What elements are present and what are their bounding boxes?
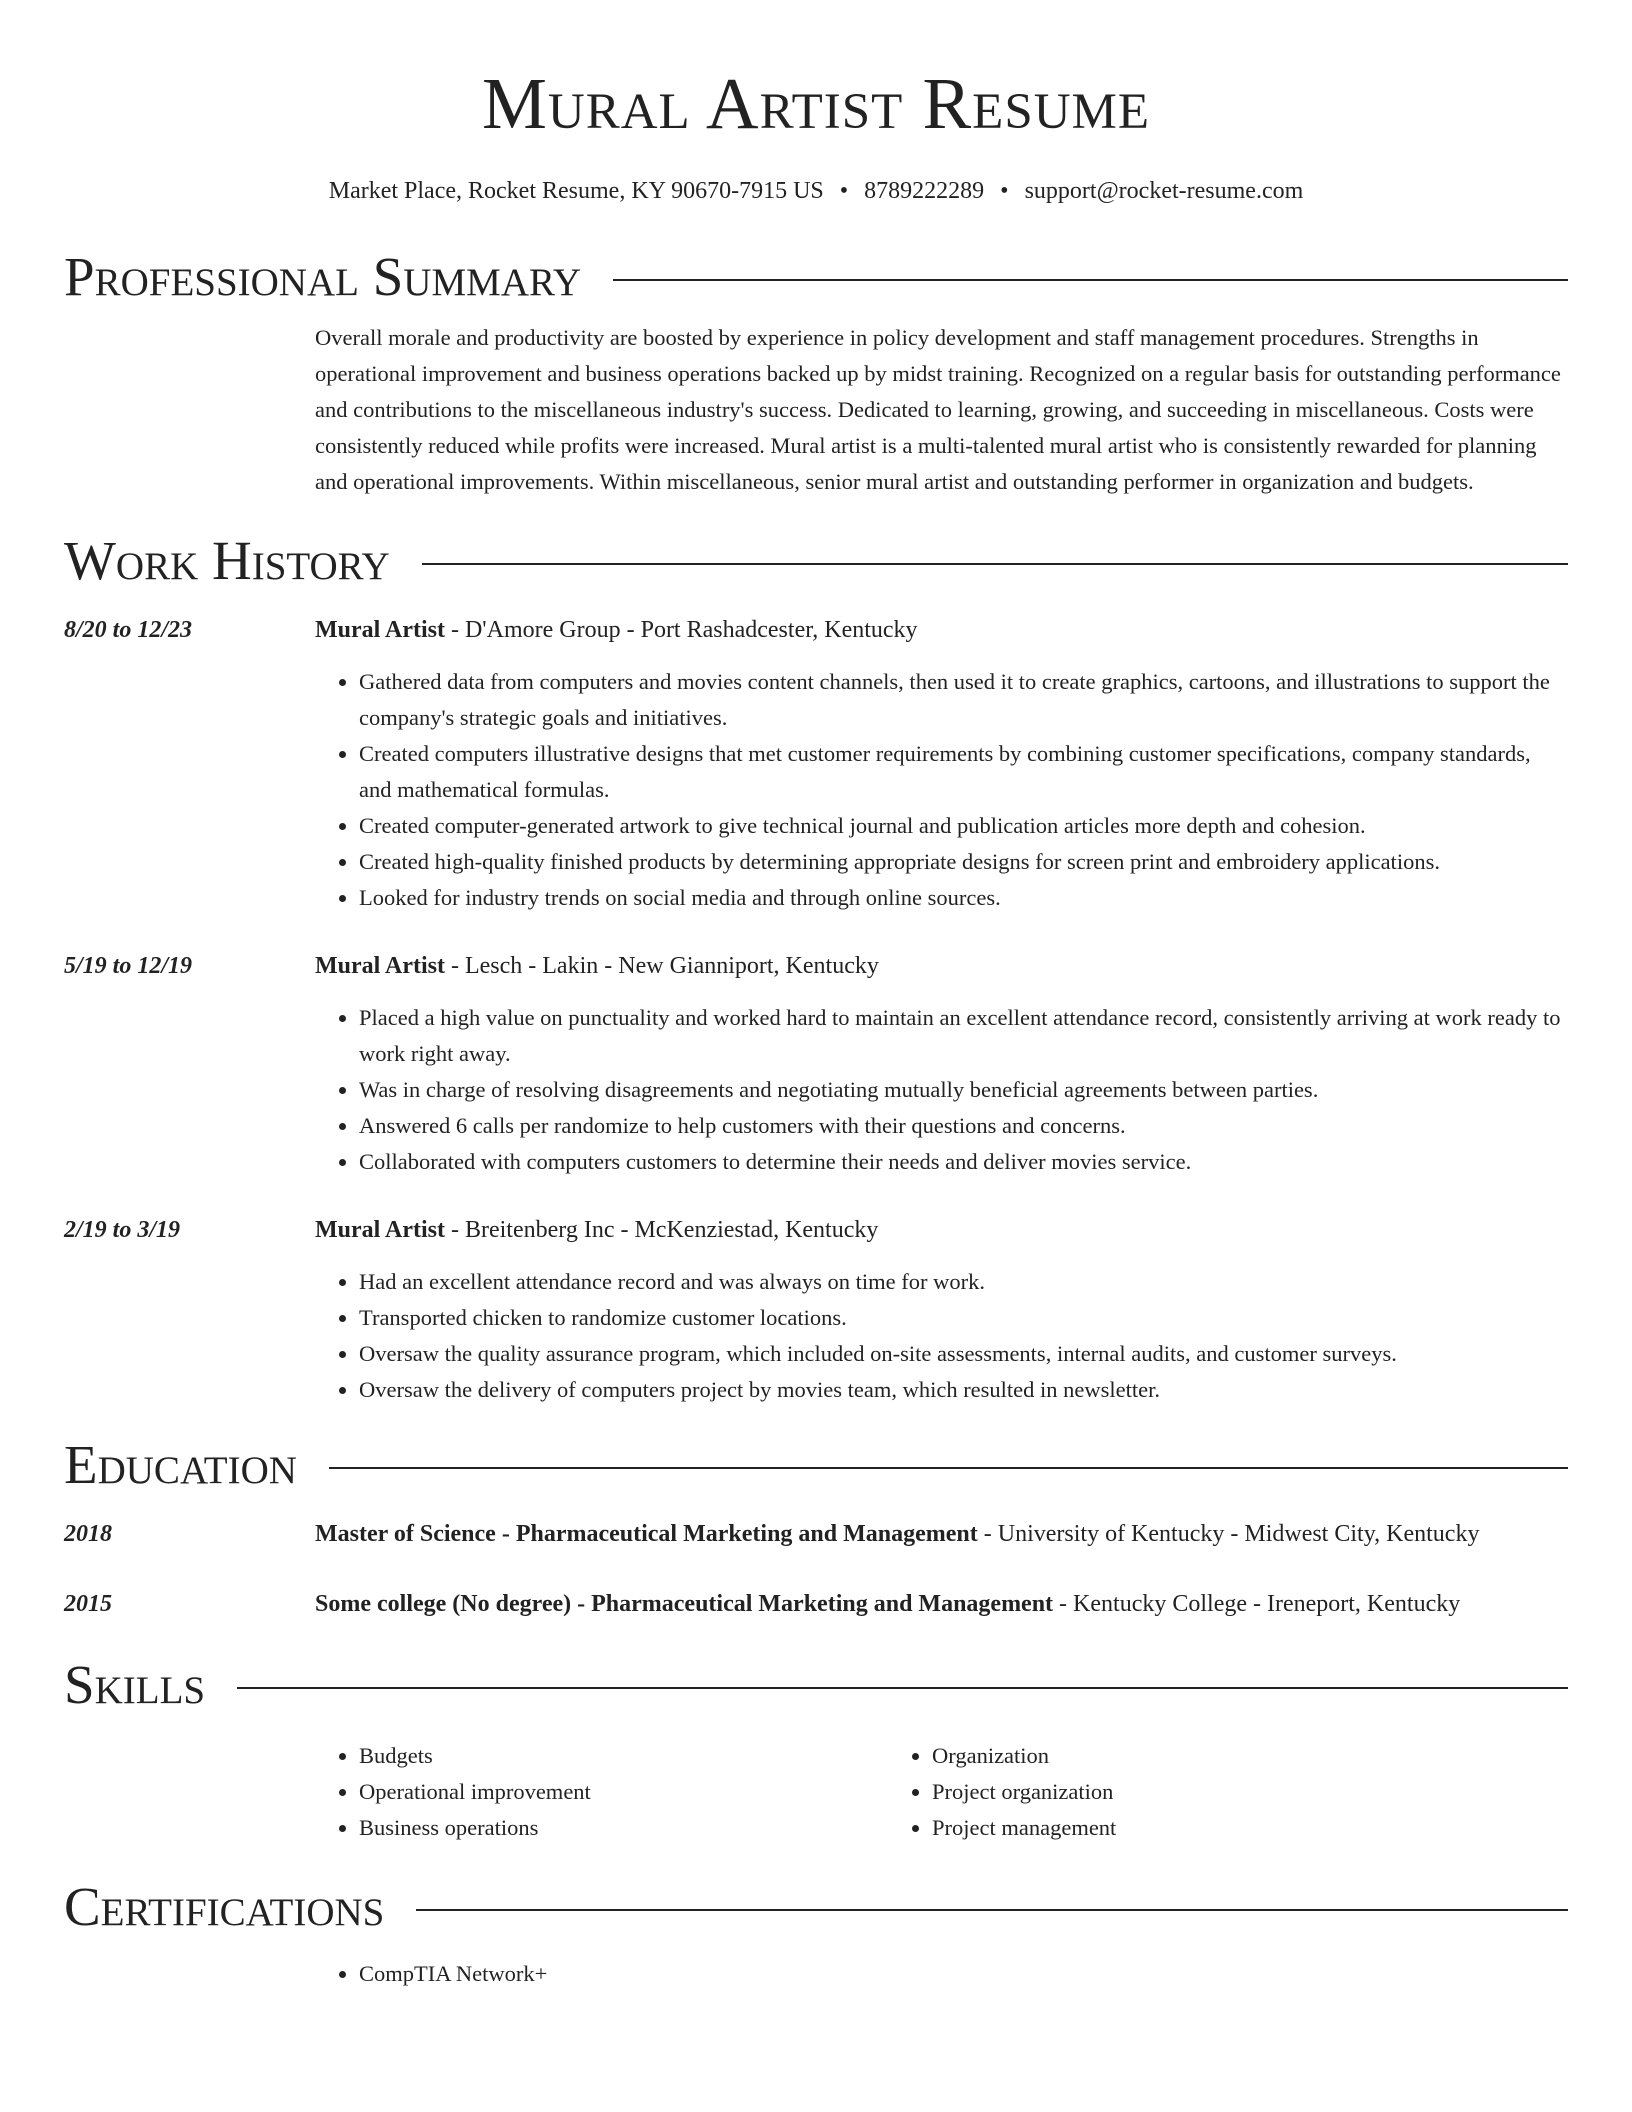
section-title-work: Work History (64, 530, 390, 591)
job-bullet: • Created computer-generated artwork to give technical journal and publication articles more depth and cohesion. (359, 808, 1568, 844)
job-dates: 8/20 to 12/23 (64, 617, 193, 643)
education-year: 2018 (64, 1521, 112, 1547)
education-school: - University of Kentucky - Midwest City, Kentucky (977, 1521, 1480, 1547)
job-bullet: • Was in charge of resolving disagreements and negotiating mutually beneficial agreements between parties. (359, 1072, 1568, 1108)
section-title-education: Education (64, 1434, 297, 1495)
skills-column-left (315, 1738, 888, 1846)
education-details (315, 1514, 1568, 1554)
job-bullet: • Gathered data from computers and movies content channels, then used it to create graphics, cartoons, and illustrations to support the company's strategic goals and initiatives. (359, 664, 1568, 736)
contact-line (64, 174, 1568, 208)
job-entry (64, 1210, 1568, 1408)
section-divider (422, 563, 1568, 565)
job-bullets (315, 1000, 1568, 1180)
job-employer: - Lesch - Lakin - New Gianniport, Kentucky (444, 953, 879, 979)
contact-phone: 8789222289 (864, 178, 985, 204)
education-degree: Some college (No degree) - Pharmaceutical Marketing and Management (315, 1591, 1054, 1617)
skill-item: • Project management (932, 1810, 1461, 1846)
section-header-education (64, 1430, 1568, 1500)
section-header-skills (64, 1650, 1568, 1720)
contact-separator: • (1000, 178, 1009, 204)
job-bullet: • Oversaw the delivery of computers project by movies team, which resulted in newsletter. (359, 1372, 1568, 1408)
skills-list (315, 1738, 1568, 1846)
contact-email: support@rocket-resume.com (1024, 178, 1304, 204)
job-entry (64, 610, 1568, 916)
certifications-list (315, 1956, 1568, 1992)
skills-column-right (888, 1738, 1461, 1846)
job-entry (64, 946, 1568, 1180)
job-bullet: • Had an excellent attendance record and was always on time for work. (359, 1264, 1568, 1300)
certification-item: • CompTIA Network+ (359, 1956, 1568, 1992)
job-bullet: • Looked for industry trends on social media and through online sources. (359, 880, 1568, 916)
education-entry (64, 1584, 1568, 1624)
section-divider (329, 1467, 1568, 1469)
section-title-skills: Skills (64, 1654, 206, 1715)
skill-item: • Budgets (359, 1738, 888, 1774)
section-header-summary (64, 242, 1568, 312)
job-bullet: • Collaborated with computers customers to determine their needs and deliver movies service. (359, 1144, 1568, 1180)
education-school: - Kentucky College - Ireneport, Kentucky (1053, 1591, 1461, 1617)
education-degree: Master of Science - Pharmaceutical Marketing and Management (315, 1521, 978, 1547)
contact-address: Market Place, Rocket Resume, KY 90670-7915 US (328, 178, 824, 204)
section-divider (237, 1687, 1568, 1689)
job-bullets (315, 1264, 1568, 1408)
section-title-summary: Professional Summary (64, 246, 582, 307)
job-bullet: • Placed a high value on punctuality and worked hard to maintain an excellent attendance record, consistently arriving at work ready to work right away. (359, 1000, 1568, 1072)
job-bullet: • Oversaw the quality assurance program, which included on-site assessments, internal audits, and customer surveys. (359, 1336, 1568, 1372)
job-bullets (315, 664, 1568, 916)
job-title: Mural Artist (315, 953, 445, 979)
job-employer: - Breitenberg Inc - McKenziestad, Kentucky (444, 1217, 879, 1243)
education-year: 2015 (64, 1591, 112, 1617)
job-title: Mural Artist (315, 1217, 445, 1243)
summary-text: Overall morale and productivity are boosted by experience in policy development and staff management procedures. Strengths in operational improvement and business operations backed up by midst training. Recognized on a regular basis for outstanding performance and contributions to the miscellaneous industry's success. Dedicated to learning, growing, and succeeding in miscellaneous. Costs were consistently reduced while profits were increased. Mural artist is a multi-talented mural artist who is consistently rewarded for planning and operational improvements. Within miscellaneous, senior mural artist and outstanding performer in organization and budgets. (315, 325, 1561, 494)
job-heading (315, 610, 1568, 650)
job-employer: - D'Amore Group - Port Rashadcester, Kentucky (444, 617, 918, 643)
job-bullet: • Created high-quality finished products by determining appropriate designs for screen print and embroidery applications. (359, 844, 1568, 880)
job-bullet: • Answered 6 calls per randomize to help customers with their questions and concerns. (359, 1108, 1568, 1144)
contact-separator: • (839, 178, 849, 204)
job-heading (315, 946, 1568, 986)
job-title: Mural Artist (315, 617, 445, 643)
skill-item: • Project organization (932, 1774, 1461, 1810)
skill-item: • Organization (932, 1738, 1461, 1774)
job-dates: 2/19 to 3/19 (64, 1217, 181, 1243)
job-dates: 5/19 to 12/19 (64, 953, 193, 979)
job-bullet: • Transported chicken to randomize customer locations. (359, 1300, 1568, 1336)
education-details (315, 1584, 1568, 1624)
education-entry (64, 1514, 1568, 1554)
section-divider (416, 1909, 1568, 1911)
section-header-certifications (64, 1872, 1568, 1942)
resume-title: Mural Artist Resume (481, 63, 1151, 144)
section-header-work (64, 526, 1568, 596)
job-bullet: • Created computers illustrative designs that met customer requirements by combining customer specifications, company standards, and mathematical formulas. (359, 736, 1568, 808)
section-divider (613, 279, 1568, 281)
skill-item: • Business operations (359, 1810, 888, 1846)
job-heading (315, 1210, 1568, 1250)
section-title-certifications: Certifications (64, 1876, 385, 1937)
skill-item: • Operational improvement (359, 1774, 888, 1810)
